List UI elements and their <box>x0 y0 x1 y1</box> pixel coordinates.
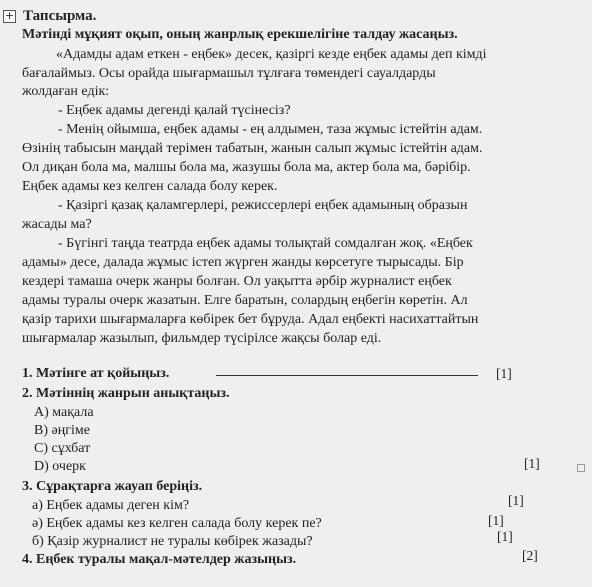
text-line-15: қазір тарихи шығармаларға көбірек бет бұруда. Адал еңбекті насихаттайтын <box>22 312 479 327</box>
answer-line-q1[interactable] <box>216 375 478 376</box>
text-line-9: - Қазіргі қазақ қаламгерлері, режиссерлері еңбек адамының образын <box>58 198 468 213</box>
text-line-6: Өзінің табысын маңдай терімен табатын, жанын салып жұмыс істейтін адам. <box>22 141 483 156</box>
q2-option-d: D) очерк <box>34 459 86 474</box>
q4-score: [2] <box>522 548 538 563</box>
text-line-13: кездері тамаша очерк жанры болған. Ол уақытта әрбір журналист еңбек <box>22 274 452 289</box>
text-line-5: - Менің ойымша, еңбек адамы - ең алдымен, таза жұмыс істейтін адам. <box>58 122 483 137</box>
q3-sub-c-score: [1] <box>497 529 513 544</box>
q3-sub-a: а) Еңбек адамы деген кім? <box>32 498 190 513</box>
text-line-8: Еңбек адамы кез келген салада болу керек. <box>22 179 278 194</box>
text-line-11: - Бүгінгі таңда театрда еңбек адамы толықтай сомдалған жоқ. «Еңбек <box>58 236 473 251</box>
q1-score: [1] <box>496 366 512 381</box>
q2-option-a: A) мақала <box>34 405 94 420</box>
task-heading: Тапсырма. <box>23 8 97 24</box>
question-4: 4. Еңбек туралы мақал-мәтелдер жазыңыз. <box>22 552 297 567</box>
text-line-10: жасады ма? <box>22 217 92 232</box>
text-line-1: «Адамды адам еткен - еңбек» десек, қазіргі кезде еңбек адамы деп кімді <box>56 47 487 62</box>
text-line-3: жолдаған едік: <box>22 84 110 99</box>
text-line-4: - Еңбек адамы дегенді қалай түсінесіз? <box>58 103 291 118</box>
task-instruction: Мәтінді мұқият оқып, оның жанрлық ерекшелігіне талдау жасаңыз. <box>22 27 458 42</box>
text-line-7: Ол диқан бола ма, малшы бола ма, жазушы бола ма, актер бола ма, бәрібір. <box>22 160 471 175</box>
q3-sub-b-score: [1] <box>488 513 504 528</box>
text-line-12: адамы» десе, далада жұмыс істеп жүрген жанды көрсетуге тырысады. Бір <box>22 255 464 270</box>
question-1: 1. Мәтінге ат қойыңыз. <box>22 366 170 381</box>
table-move-handle-icon[interactable]: + <box>4 9 15 22</box>
small-square-marker <box>577 464 585 472</box>
q3-sub-c: б) Қазір журналист не туралы көбірек жазады? <box>32 534 313 549</box>
text-line-14: адамы туралы очерк жазатын. Елге баратын, солардың еңбегін көретін. Ал <box>22 293 468 308</box>
text-line-16: шығармалар жазылып, фильмдер түсірілсе жақсы болар еді. <box>22 331 382 346</box>
q2-score: [1] <box>524 456 540 471</box>
text-line-2: бағалаймыз. Осы орайда шығармашыл тұлғаға төмендегі сауалдарды <box>22 66 436 81</box>
question-3: 3. Сұрақтарға жауап беріңіз. <box>22 479 203 494</box>
question-2: 2. Мәтіннің жанрын анықтаңыз. <box>22 386 230 401</box>
q3-sub-a-score: [1] <box>508 493 524 508</box>
q2-option-c: C) сұхбат <box>34 441 91 456</box>
q3-sub-b: ә) Еңбек адамы кез келген салада болу керек пе? <box>32 516 322 531</box>
q2-option-b: B) әңгіме <box>34 423 90 438</box>
